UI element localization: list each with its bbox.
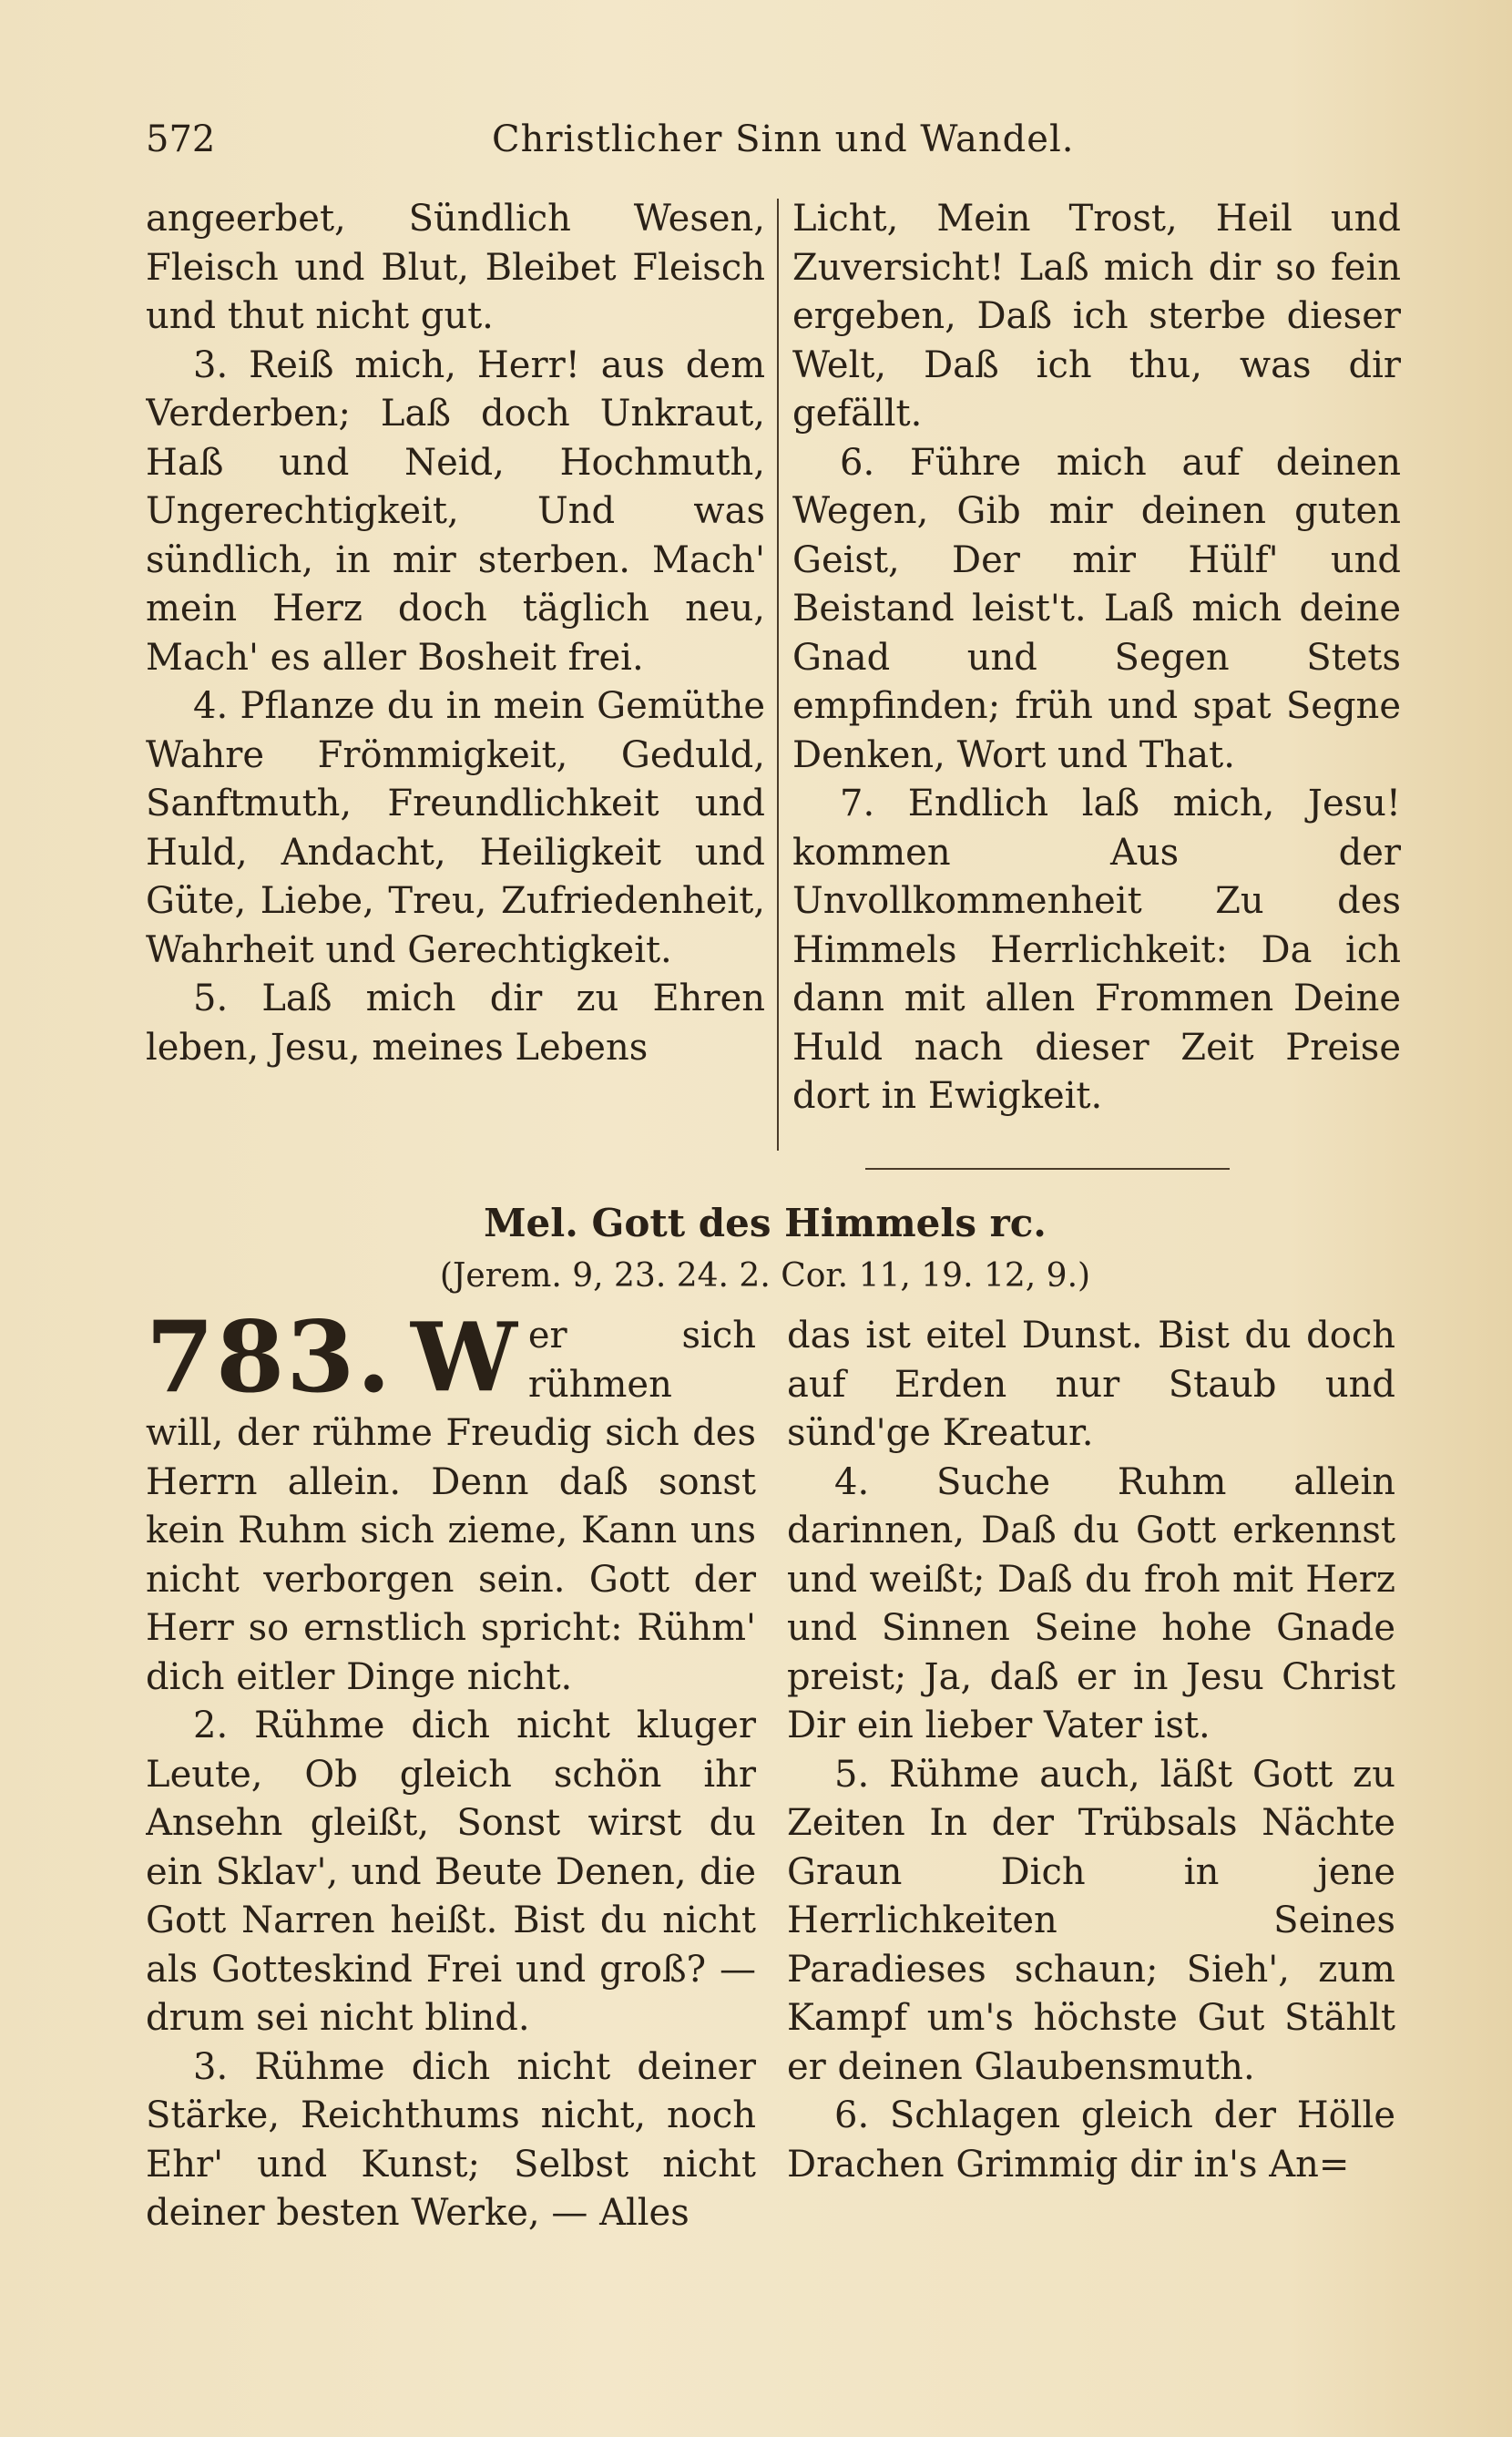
verse-paragraph: 4. Suche Ruhm allein darinnen, Daß du Gott erkennst und weißt; Daß du froh mit Herz und Sinnen Seine hohe Gnade preist; Ja, daß er in Jesu Christ Dir ein lieber Vater ist. — [787, 1460, 1395, 1746]
top-left-column — [146, 195, 765, 1142]
text-paragraph: angeerbet, Sündlich Wesen, Fleisch und Blut, Bleibet Fleisch und thut nicht gut. — [146, 198, 765, 337]
column-divider — [777, 199, 779, 1151]
section-rule — [865, 1168, 1230, 1170]
text-paragraph: das ist eitel Dunst. Bist du doch auf Erden nur Staub und sünd'ge Kreatur. — [787, 1315, 1395, 1454]
verse-paragraph: 6. Führe mich auf deinen Wegen, Gib mir deinen guten Geist, Der mir Hülf' und Beistand leist't. Laß mich deine Gnad und Segen Stets empfinden; früh und spat Segne Denken, Wort und That. — [792, 441, 1401, 776]
verse-paragraph: 4. Pflanze du in mein Gemüthe Wahre Frömmigkeit, Geduld, Sanftmuth, Freundlichkeit und Huld, Andacht, Heiligkeit und Güte, Liebe, Treu, Zufriedenheit, Wahrheit und Gerechtigkeit. — [146, 685, 765, 971]
verse-paragraph: 3. Reiß mich, Herr! aus dem Verderben; Laß doch Unkraut, Haß und Neid, Hochmuth, Ungerechtigkeit, Und was sündlich, in mir sterben. Mach' mein Herz doch täglich neu, Mach' es aller Bosheit frei. — [146, 343, 765, 679]
scripture-reference: (Jerem. 9, 23. 24. 2. Cor. 11, 19. 12, 9.) — [439, 1257, 1091, 1295]
drop-cap: W — [411, 1312, 517, 1413]
melody-heading: Mel. Gott des Himmels rc. — [484, 1201, 1047, 1245]
hymn-number: 783. — [146, 1312, 393, 1415]
top-right-column — [792, 195, 1401, 1142]
bottom-left-column — [146, 1312, 756, 2259]
page-number: 572 — [146, 118, 216, 160]
verse-paragraph: 3. Rühme dich nicht deiner Stärke, Reichthums nicht, noch Ehr' und Kunst; Selbst nicht deiner besten Werke, — Alles — [146, 2045, 756, 2234]
verse-paragraph: 5. Laß mich dir zu Ehren leben, Jesu, meines Lebens — [146, 978, 765, 1069]
verse-paragraph: 6. Schlagen gleich der Hölle Drachen Grimmig dir in's An= — [787, 2094, 1395, 2186]
verse-paragraph: 5. Rühme auch, läßt Gott zu Zeiten In der Trübsals Nächte Graun Dich in jene Herrlichkeiten Seines Paradieses schaun; Sieh', zum Kampf um's höchste Gut Stählt er deinen Glaubensmuth. — [787, 1753, 1395, 2088]
verse-paragraph: 2. Rühme dich nicht kluger Leute, Ob gleich schön ihr Ansehn gleißt, Sonst wirst du ein Sklav', und Beute Denen, die Gott Narren heißt. Bist du nicht als Gotteskind Frei und groß? — drum sei nicht blind. — [146, 1705, 756, 2039]
text-paragraph: Licht, Mein Trost, Heil und Zuversicht! Laß mich dir so fein ergeben, Daß ich sterbe dieser Welt, Daß ich thu, was dir gefällt. — [792, 198, 1401, 435]
hymn-first-verse-text: er sich rühmen will, der rühme Freudig sich des Herrn allein. Denn daß sonst kein Ruhm sich zieme, Kann uns nicht verborgen sein. Gott der Herr so ernstlich spricht: Rühm' dich eitler Dinge nicht. — [146, 1315, 756, 1698]
hymn-first-paragraph — [146, 1312, 756, 1702]
running-title: Christlicher Sinn und Wandel. — [492, 118, 1075, 160]
bottom-right-column — [787, 1312, 1395, 2259]
verse-paragraph: 7. Endlich laß mich, Jesu! kommen Aus der Unvollkommenheit Zu des Himmels Herrlichkeit: Da ich dann mit allen Frommen Deine Huld nach dieser Zeit Preise dort in Ewigkeit. — [792, 783, 1401, 1117]
page-header — [146, 118, 1384, 173]
